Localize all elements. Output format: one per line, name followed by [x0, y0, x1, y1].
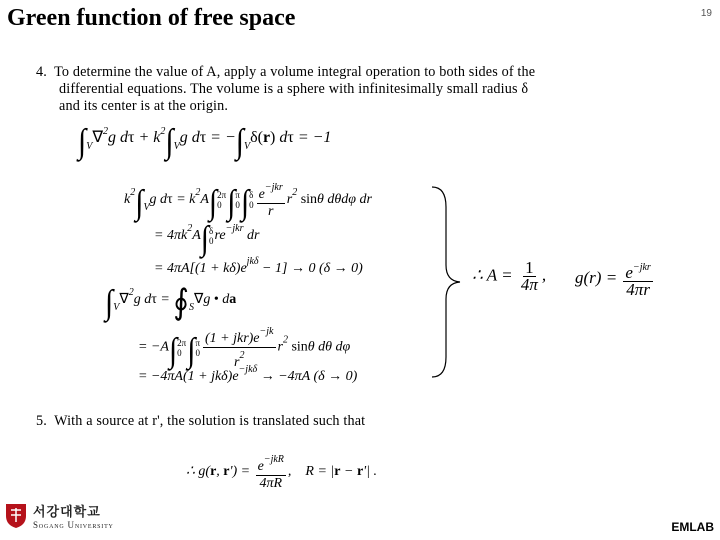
footer-label: EMLAB [671, 520, 714, 534]
equation-line-3: = $4\pi A[(1 + k\delta)e^{jk\delta} - 1] \to 0$ (δ → 0) [154, 256, 363, 276]
right-brace-icon [428, 185, 468, 380]
item-text: With a source at r', the solution is translated such that [54, 413, 366, 429]
shield-icon [5, 503, 27, 529]
equation-result-a: ∴ A = $\frac{1}{4\pi}$ , [472, 258, 547, 294]
equation-line-1: $k^2\int_Vg$ $d\tau = k^2A\int$ 2π 0 ∫ π 0 ∫ δ 0 $\frac{e^{-jkr}}{r}$ $r^2$ sinθ dθdφ dr [124, 182, 372, 222]
logo-korean-text: 서강대학교 [33, 505, 101, 520]
list-item [36, 413, 365, 430]
logo-english-text: Sogang University [33, 520, 114, 530]
item-text: To determine the value of A, apply a volume integral operation to both sides of the [54, 64, 536, 80]
slide-title: Green function of free space [7, 5, 296, 31]
equation-main: $\int_V\nabla^2g$ $d\tau + k^2\int_Vg$ $d\tau = -\int_V\delta(r) d\tau = -1$ [78, 122, 332, 161]
item-number: 5. [36, 413, 47, 429]
item-text: differential equations. The volume is a sphere with infinitesimally small radius δ [59, 81, 529, 97]
list-item [36, 64, 616, 115]
equation-line-6: = $-4\pi A(1 + jk\delta)e^{-jk\delta} \to -4\pi A$ (δ → 0) [138, 364, 358, 384]
university-logo [5, 501, 114, 530]
equation-line-4: $\int_V\nabla^2g$ $d\tau = ∮_S\nabla g$ • da [105, 283, 237, 322]
equation-line-5: = −A∫ 2π 0 ∫ π 0 $\frac{(1 + jkr)e^{-jk}}{r^2}$ $r^2$ sinθ dθ dφ [138, 326, 351, 370]
item-number: 4. [36, 64, 47, 80]
item-text: and its center is at the origin. [59, 98, 229, 114]
equation-result-g: g(r) = $\frac{e^{-jkr}}{4\pi r}$ [575, 262, 651, 299]
equation-line-2: = $4\pi k^2A\int$ δ 0 $re^{-jkr}$ dr [154, 219, 260, 258]
page-number: 19 [700, 8, 712, 19]
equation-final: ∴ g(r, r') = $\frac{e^{-jkR}}{4\pi R}$ , R = |r − r'| . [186, 454, 378, 491]
